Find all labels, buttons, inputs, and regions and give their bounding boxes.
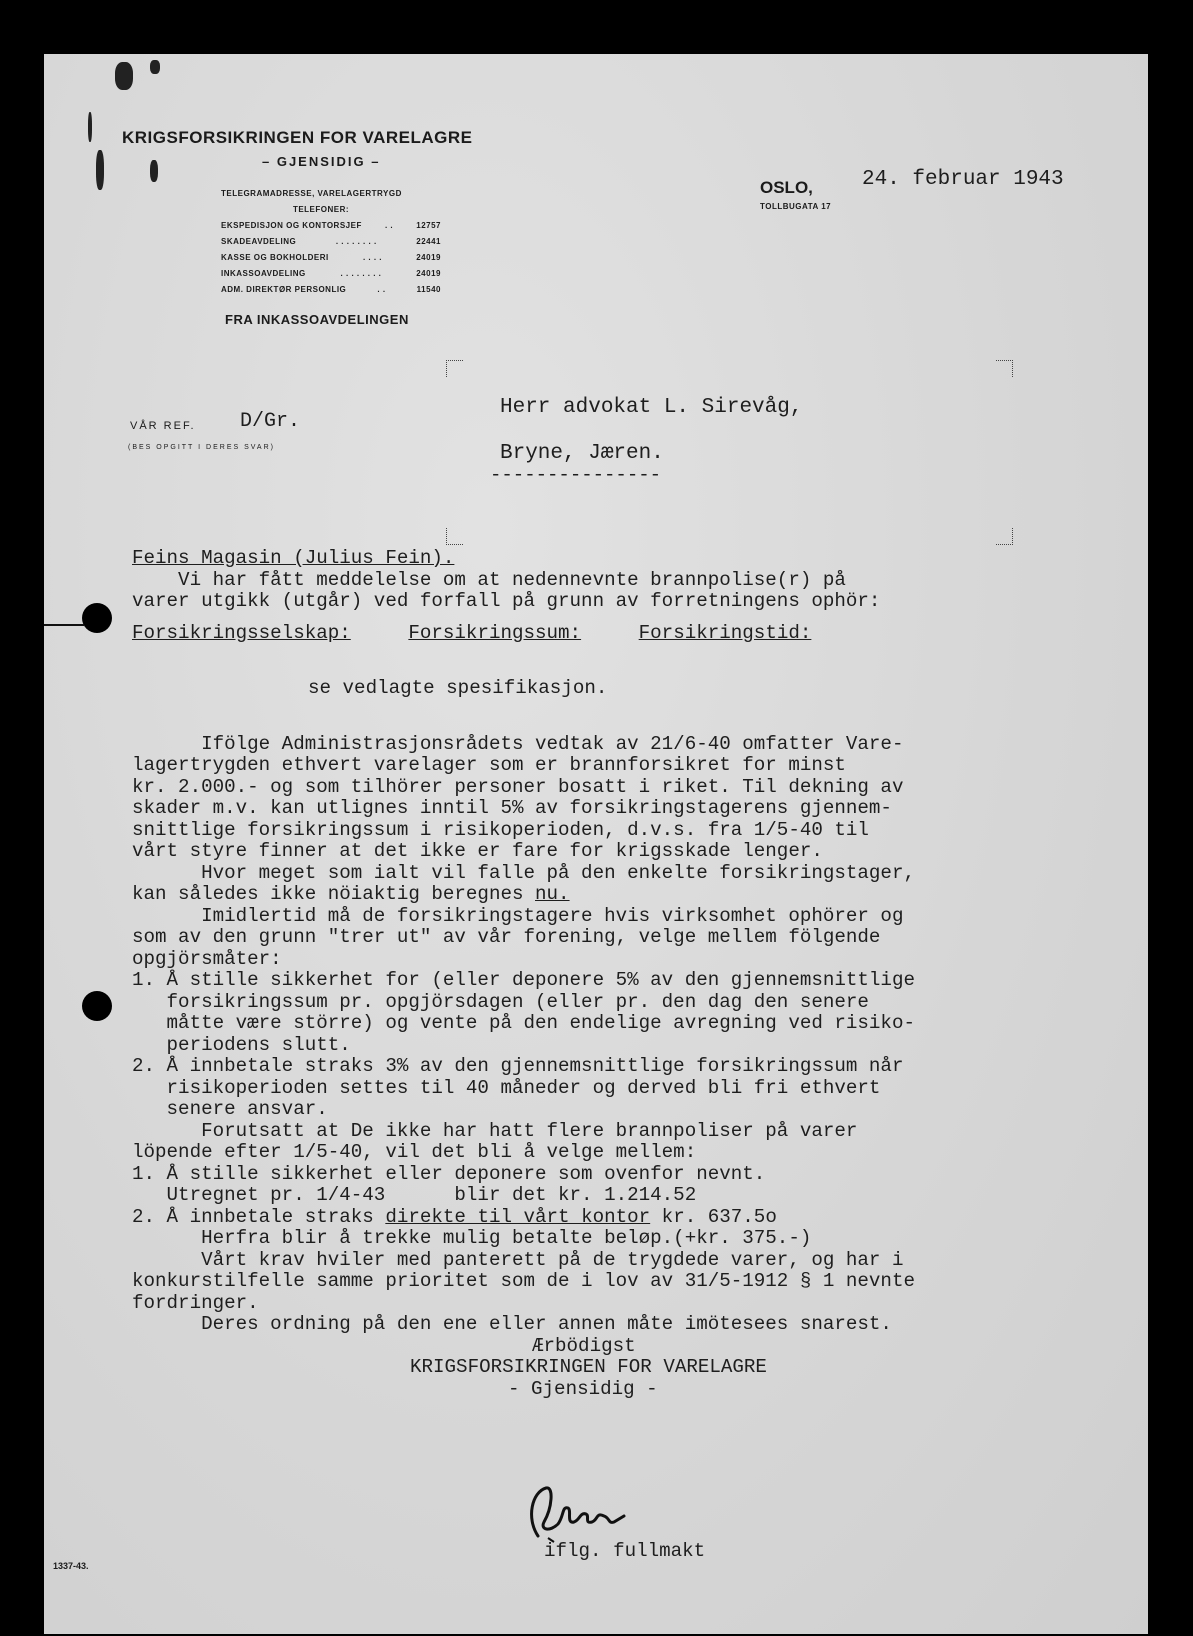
body-line: konkurstilfelle samme prioritet som de i lov av 31/5-1912 § 1 nevnte [132, 1270, 915, 1292]
body-line: 2. Å innbetale straks 3% av den gjennemsnittlige forsikringssum når [132, 1055, 904, 1077]
body-line: Vårt krav hviler med panterett på de trygdede varer, og har i [132, 1248, 904, 1271]
body-line: som av den grunn "trer ut" av vår forening, velge mellem fölgende [132, 926, 881, 948]
signature-image [524, 1478, 634, 1548]
subject: Feins Magasin (Julius Fein). [132, 547, 455, 569]
phone-number: 22441 [416, 237, 441, 246]
phone-row [221, 266, 441, 282]
phone-number: 24019 [416, 253, 441, 262]
closing-org-sub: - Gjensidig - [508, 1377, 658, 1400]
body-line: opgjörsmåter: [132, 947, 282, 970]
org-name: KRIGSFORSIKRINGEN FOR VARELAGRE [122, 128, 473, 147]
body-line: vårt styre finner at det ikke er fare for krigsskade lenger. [132, 840, 823, 862]
body-line: lagertrygden ethvert varelager som er brannforsikret for minst [132, 754, 846, 776]
ink-blot [150, 60, 160, 74]
body-line: måtte være större) og vente på den endelige avregning ved risiko- [132, 1012, 915, 1034]
window-corner [446, 360, 463, 377]
body-line: periodens slutt. [132, 1033, 351, 1056]
phone-dots: . . . . . . . . [335, 237, 377, 246]
punch-hole [82, 991, 112, 1021]
phone-number: 11540 [416, 285, 441, 294]
window-corner [996, 528, 1013, 545]
subject-line [132, 548, 915, 570]
phone-dept: INKASSOAVDELING [221, 269, 306, 278]
phone-row [221, 250, 441, 266]
body-line: Vi har fått meddelelse om at nedennevnte brannpolise(r) på [132, 568, 846, 591]
phone-number: 24019 [416, 269, 441, 278]
street-address: TOLLBUGATA 17 [760, 202, 832, 211]
body-text: kan således ikke nöiaktig beregnes [132, 883, 536, 905]
phone-row [221, 282, 441, 298]
telegram-text: TELEGRAMADRESSE, VARELAGERTRYGD [221, 189, 402, 198]
body-line: fordringer. [132, 1291, 259, 1314]
body-line [132, 1207, 915, 1229]
recipient-name: Herr advokat L. Sirevåg, [500, 396, 803, 419]
letter-body [132, 548, 915, 1400]
body-line: snittlige forsikringssum i risikoperioden, d.v.s. fra 1/5-40 til [132, 818, 869, 841]
body-text: kr. 637.5o [650, 1205, 777, 1228]
body-line: skader m.v. kan utlignes inntil 5% av forsikringstagerens gjennem- [132, 797, 892, 819]
phone-dots: . . [384, 221, 394, 230]
closing-greeting: Ærbödigst [532, 1334, 636, 1357]
recipient-place: Bryne, Jæren. [500, 442, 664, 465]
signature-per: iflg. fullmakt [544, 1540, 706, 1562]
body-line: Deres ordning på den ene eller annen måte imötesees snarest. [132, 1313, 892, 1335]
body-line: Forutsatt at De ikke har hatt flere brannpoliser på varer [132, 1119, 858, 1142]
punch-hole [82, 603, 112, 633]
col-sum: Forsikringssum: [408, 621, 582, 644]
body-line: 1. Å stille sikkerhet for (eller deponere 5% av den gjennemsnittlige [132, 969, 915, 991]
column-headers [132, 623, 915, 645]
body-line: varer utgikk (utgår) ved forfall på grunn av forretningens ophör: [132, 590, 881, 612]
ink-blot [150, 160, 158, 182]
closing-org: KRIGSFORSIKRINGEN FOR VARELAGRE [410, 1356, 767, 1378]
body-line: Herfra blir å trekke mulig betalte beløp.(+kr. 375.-) [132, 1227, 812, 1249]
phone-dots: . . . . . . . . [340, 269, 382, 278]
ink-blot [96, 150, 104, 190]
phone-dots: . . [377, 285, 386, 294]
underlined-text: direkte til vårt kontor [385, 1205, 651, 1228]
reference-note: (BES OPGITT I DERES SVAR) [128, 444, 275, 451]
reference-label: VÅR REF. [130, 420, 196, 432]
phone-label [221, 202, 381, 218]
city: OSLO, [760, 178, 813, 197]
phone-number: 12757 [416, 221, 441, 230]
col-insurer: Forsikringsselskap: [132, 621, 351, 644]
ink-blot [88, 112, 92, 142]
letter-date: 24. februar 1943 [862, 168, 1064, 191]
body-line: Ifölge Administrasjonsrådets vedtak av 21/6-40 omfatter Vare- [132, 732, 904, 755]
ink-blot [115, 62, 133, 90]
phone-dept: EKSPEDISJON OG KONTORSJEF [221, 221, 362, 230]
contact-block [221, 186, 441, 298]
telegram-address [221, 186, 441, 202]
phone-label-text: TELEFONER: [292, 205, 350, 214]
reference-value: D/Gr. [240, 410, 301, 433]
body-line: risikoperioden settes til 40 måneder og derved bli fri ethvert [132, 1076, 881, 1099]
department: FRA INKASSOAVDELINGEN [225, 312, 409, 327]
body-text: 2. Å innbetale straks [132, 1205, 386, 1228]
body-line: Hvor meget som ialt vil falle på den enkelte forsikringstager, [132, 861, 915, 884]
recipient-underline: --------------- [490, 464, 662, 486]
phone-row [221, 218, 441, 234]
body-line [132, 884, 915, 906]
underlined-text: nu. [535, 883, 570, 905]
body-line: löpende efter 1/5-40, vil det bli å velge mellem: [132, 1141, 697, 1163]
archive-stamp: 1337-43. [53, 1561, 89, 1571]
phone-dept: KASSE OG BOKHOLDERI [221, 253, 329, 262]
phone-dots: . . . . [362, 253, 383, 262]
window-corner [446, 528, 463, 545]
org-subtitle: – GJENSIDIG – [262, 154, 381, 169]
margin-tick [44, 624, 84, 626]
phone-dept: ADM. DIREKTØR PERSONLIG [221, 285, 347, 294]
body-line: forsikringssum pr. opgjörsdagen (eller pr. den dag den senere [132, 990, 869, 1013]
col-period: Forsikringstid: [638, 621, 812, 644]
body-line: Utregnet pr. 1/4-43 blir det kr. 1.214.52 [132, 1184, 697, 1206]
body-line: Imidlertid må de forsikringstagere hvis virksomhet ophörer og [132, 904, 904, 927]
body-line: senere ansvar. [132, 1098, 328, 1120]
spec-line: se vedlagte spesifikasjon. [308, 677, 608, 699]
phone-dept: SKADEAVDELING [221, 237, 297, 246]
body-line: kr. 2.000.- og som tilhörer personer bosatt i riket. Til dekning av [132, 775, 904, 798]
window-corner [996, 360, 1013, 377]
phone-row [221, 234, 441, 250]
body-line: 1. Å stille sikkerhet eller deponere som ovenfor nevnt. [132, 1162, 766, 1185]
